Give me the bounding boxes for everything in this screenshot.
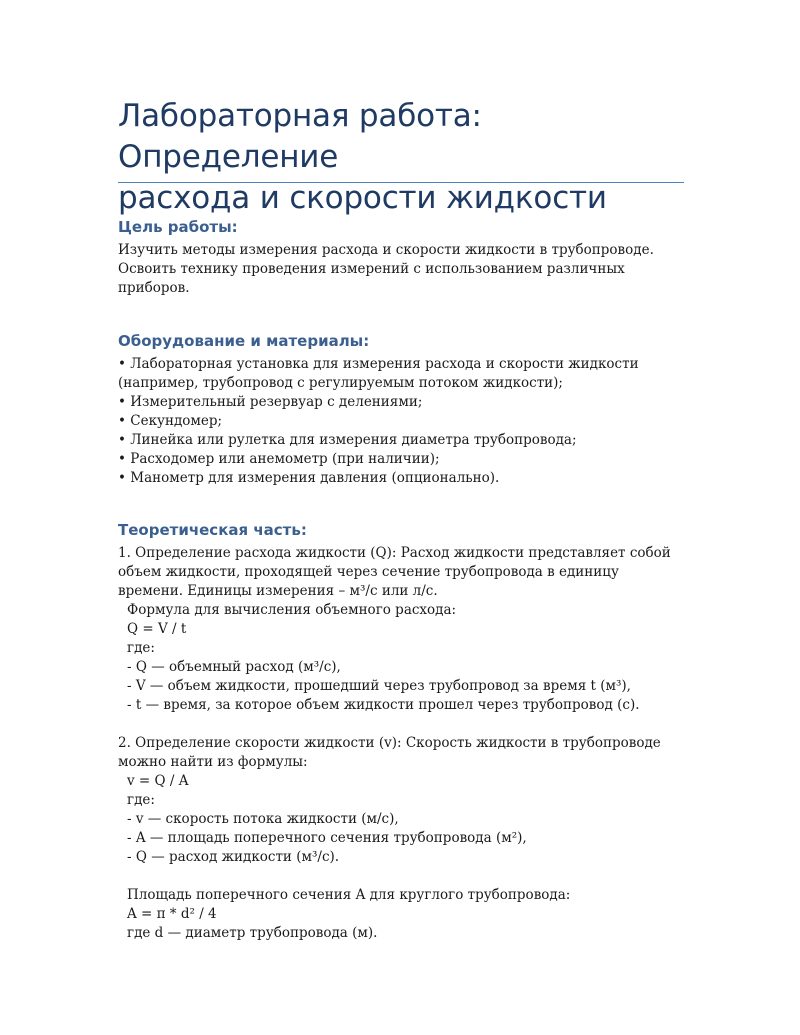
definition-line: - v — скорость потока жидкости (м/с), [127, 811, 399, 827]
paragraph-line: объем жидкости, проходящей через сечение трубопровода в единицу [118, 564, 619, 580]
equipment-list-item: • Секундомер; [118, 413, 223, 429]
definition-line: - V — объем жидкости, прошедший через трубопровод за время t (м³), [127, 678, 631, 694]
formula-intro: Формула для вычисления объемного расхода: [127, 602, 457, 618]
equipment-heading: Оборудование и материалы: [118, 332, 370, 350]
equipment-list-item: • Измерительный резервуар с делениями; [118, 394, 423, 410]
equipment-list-item: • Манометр для измерения давления (опционально). [118, 470, 500, 486]
paragraph-line: 1. Определение расхода жидкости (Q): Расход жидкости представляет собой [118, 545, 671, 561]
definition-line: - t — время, за которое объем жидкости прошел через трубопровод (с). [127, 697, 640, 713]
page-title-line-2: расхода и скорости жидкости [118, 180, 607, 216]
theory-heading: Теоретическая часть: [118, 521, 307, 539]
area-note: где d — диаметр трубопровода (м). [127, 925, 378, 941]
where-label: где: [127, 792, 155, 808]
formula: v = Q / A [127, 773, 189, 789]
spacer [118, 715, 684, 734]
paragraph-line: времени. Единицы измерения – м³/с или л/с. [118, 583, 438, 599]
theory-section [118, 521, 684, 943]
equipment-list-item: • Лабораторная установка для измерения расхода и скорости жидкости [118, 356, 639, 372]
equipment-list-item: (например, трубопровод с регулируемым потоком жидкости); [118, 375, 563, 391]
velocity-part [118, 734, 684, 943]
page-title-line-1: Лабораторная работа: Определение [118, 98, 482, 175]
goal-line: приборов. [118, 280, 190, 296]
definition-line: - A — площадь поперечного сечения трубопровода (м²), [127, 830, 527, 846]
equipment-list-item: • Расходомер или анемометр (при наличии); [118, 451, 440, 467]
goal-heading: Цель работы: [118, 218, 238, 236]
definition-line: - Q — расход жидкости (м³/с). [127, 849, 340, 865]
title-underline [118, 182, 684, 183]
goal-line: Освоить технику проведения измерений с использованием различных [118, 261, 625, 277]
area-intro: Площадь поперечного сечения A для круглого трубопровода: [127, 887, 571, 903]
paragraph-line: можно найти из формулы: [118, 754, 308, 770]
where-label: где: [127, 640, 155, 656]
equipment-list-item: • Линейка или рулетка для измерения диаметра трубопровода; [118, 432, 577, 448]
spacer [118, 867, 684, 886]
formula: Q = V / t [127, 621, 187, 637]
flow-rate-part [118, 544, 684, 715]
definition-line: - Q — объемный расход (м³/с), [127, 659, 341, 675]
equipment-section [118, 332, 684, 488]
goal-line: Изучить методы измерения расхода и скорости жидкости в трубопроводе. [118, 242, 654, 258]
page-title [118, 96, 684, 219]
goal-section [118, 218, 684, 298]
paragraph-line: 2. Определение скорости жидкости (v): Скорость жидкости в трубопроводе [118, 735, 661, 751]
area-formula: A = π * d² / 4 [127, 906, 217, 922]
